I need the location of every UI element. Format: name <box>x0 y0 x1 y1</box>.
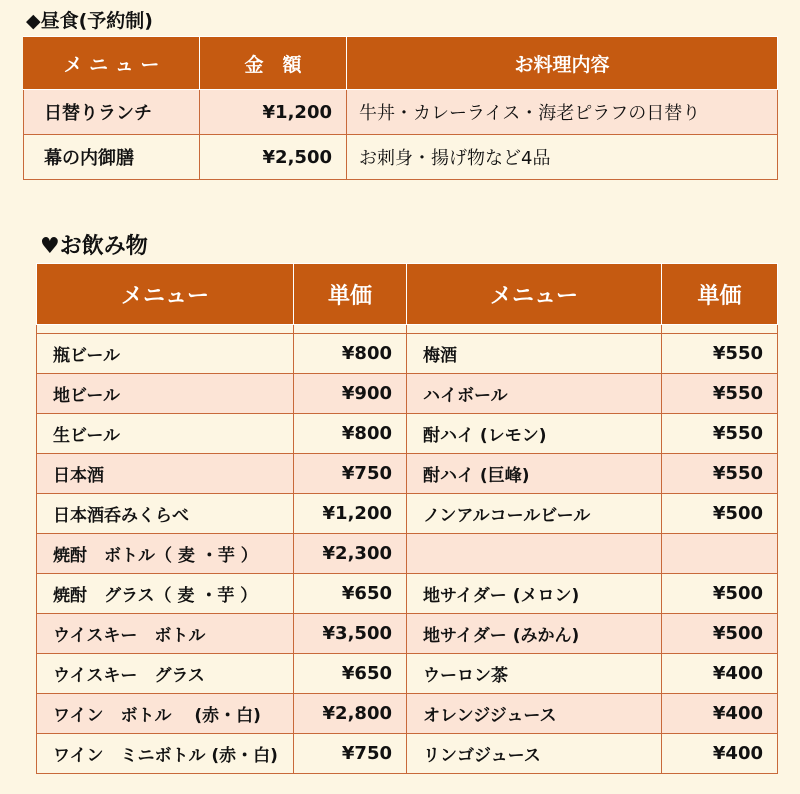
drinks-section-title: ♥お飲み物 <box>40 234 148 259</box>
drinks-row <box>37 414 778 454</box>
drink-price-left: ¥800 <box>294 414 407 454</box>
drinks-header-menu-right: メニュー <box>407 264 662 325</box>
drink-name-left: ワイン ボトル (赤・白) <box>37 694 294 734</box>
drink-price-right <box>662 534 778 574</box>
drinks-row <box>37 374 778 414</box>
drink-price-right: ¥550 <box>662 374 778 414</box>
lunch-item-price: ¥1,200 <box>200 90 347 135</box>
drink-name-right: 地サイダー (メロン) <box>407 574 662 614</box>
drinks-header-row <box>37 264 778 325</box>
drinks-row <box>37 454 778 494</box>
drinks-menu-table <box>36 263 778 774</box>
drinks-row <box>37 734 778 774</box>
lunch-header-price: 金 額 <box>200 37 347 90</box>
drink-name-right: オレンジジュース <box>407 694 662 734</box>
spacer-cell <box>37 325 294 334</box>
drinks-row <box>37 534 778 574</box>
drink-price-left: ¥750 <box>294 734 407 774</box>
drink-price-right: ¥400 <box>662 654 778 694</box>
drink-price-right: ¥550 <box>662 334 778 374</box>
drink-price-left: ¥750 <box>294 454 407 494</box>
drink-price-left: ¥800 <box>294 334 407 374</box>
drink-price-left: ¥1,200 <box>294 494 407 534</box>
drink-name-left: 地ビール <box>37 374 294 414</box>
lunch-header-content: お料理内容 <box>347 37 778 90</box>
drink-name-right: ノンアルコールビール <box>407 494 662 534</box>
lunch-row <box>24 135 778 180</box>
lunch-item-name: 幕の内御膳 <box>24 135 200 180</box>
drink-name-left: 日本酒 <box>37 454 294 494</box>
lunch-item-desc: お刺身・揚げ物など4品 <box>347 135 778 180</box>
spacer-cell <box>407 325 662 334</box>
drink-name-right: ハイボール <box>407 374 662 414</box>
drink-price-left: ¥3,500 <box>294 614 407 654</box>
drink-name-right: リンゴジュース <box>407 734 662 774</box>
drink-name-left: 焼酎 グラス（ 麦 ・芋 ） <box>37 574 294 614</box>
drinks-body <box>37 325 778 774</box>
lunch-section-title: ◆昼食(予約制) <box>26 10 153 32</box>
drink-name-left: 生ビール <box>37 414 294 454</box>
drink-price-right: ¥550 <box>662 414 778 454</box>
drink-price-left: ¥900 <box>294 374 407 414</box>
drink-name-left: ワイン ミニボトル (赤・白) <box>37 734 294 774</box>
drink-name-right <box>407 534 662 574</box>
drink-price-right: ¥500 <box>662 574 778 614</box>
drink-name-left: ウイスキー ボトル <box>37 614 294 654</box>
lunch-header-menu: メ ニ ュ ー <box>24 37 200 90</box>
drink-price-left: ¥650 <box>294 574 407 614</box>
spacer-cell <box>294 325 407 334</box>
drink-name-left: 日本酒呑みくらべ <box>37 494 294 534</box>
drink-name-left: 瓶ビール <box>37 334 294 374</box>
drink-name-right: ウーロン茶 <box>407 654 662 694</box>
drinks-row <box>37 494 778 534</box>
drink-price-right: ¥400 <box>662 734 778 774</box>
drink-price-right: ¥500 <box>662 494 778 534</box>
lunch-item-price: ¥2,500 <box>200 135 347 180</box>
drinks-header-menu-left: メニュー <box>37 264 294 325</box>
drinks-row <box>37 614 778 654</box>
drinks-header-price-right: 単価 <box>662 264 778 325</box>
drink-name-left: 焼酎 ボトル（ 麦 ・芋 ） <box>37 534 294 574</box>
lunch-row <box>24 90 778 135</box>
drink-name-right: 酎ハイ (レモン) <box>407 414 662 454</box>
drinks-row <box>37 694 778 734</box>
lunch-item-desc: 牛丼・カレーライス・海老ピラフの日替り <box>347 90 778 135</box>
drink-price-left: ¥2,300 <box>294 534 407 574</box>
drink-price-right: ¥400 <box>662 694 778 734</box>
drink-name-right: 地サイダー (みかん) <box>407 614 662 654</box>
lunch-menu-table <box>23 36 778 180</box>
drinks-row <box>37 574 778 614</box>
drinks-row <box>37 334 778 374</box>
lunch-item-name: 日替りランチ <box>24 90 200 135</box>
drink-name-left: ウイスキー グラス <box>37 654 294 694</box>
drink-price-left: ¥650 <box>294 654 407 694</box>
drink-price-left: ¥2,800 <box>294 694 407 734</box>
drink-name-right: 梅酒 <box>407 334 662 374</box>
drink-price-right: ¥550 <box>662 454 778 494</box>
drinks-header-price-left: 単価 <box>294 264 407 325</box>
drink-price-right: ¥500 <box>662 614 778 654</box>
drink-name-right: 酎ハイ (巨峰) <box>407 454 662 494</box>
lunch-header-row <box>24 37 778 90</box>
spacer-cell <box>662 325 778 334</box>
drinks-row <box>37 654 778 694</box>
drinks-spacer-row <box>37 325 778 334</box>
